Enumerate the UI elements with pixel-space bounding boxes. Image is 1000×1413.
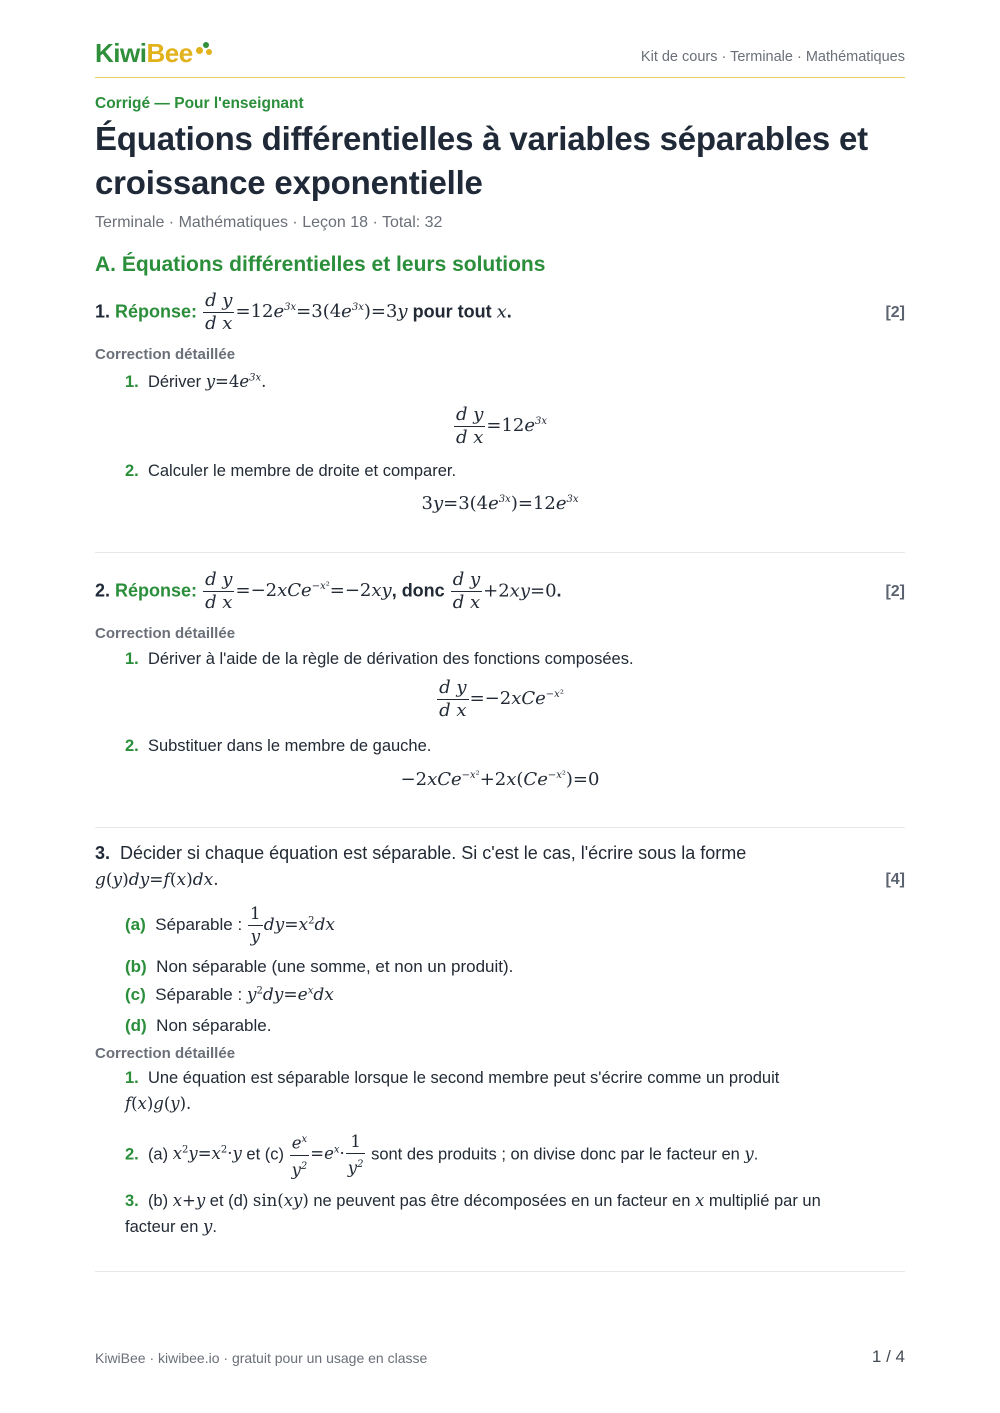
q2-step-1 bbox=[125, 650, 634, 669]
q2-answer-label: Réponse: bbox=[115, 580, 198, 601]
answer-key-label: Corrigé — Pour l'enseignant bbox=[95, 95, 304, 112]
q3-step-2: 2. (a) $x^2y=x^2\cdot y$ et (c) $\frac{e^x}{y^2}$ $=e^x\cdot$ $\frac{1}{y^2}$ sont des produits ; on divise donc par le facteur en y. bbox=[125, 1129, 758, 1181]
step-text: et (d) bbox=[209, 1192, 249, 1210]
step-number: 1. bbox=[125, 373, 139, 391]
step-text: Dériver à l'aide de la règle de dérivation des fonctions composées. bbox=[147, 650, 634, 668]
q2-answer-mid: , donc bbox=[391, 580, 445, 601]
item-text: Non séparable (une somme, et non un produit). bbox=[156, 957, 514, 976]
item-text: Séparable : bbox=[155, 985, 243, 1004]
q2-display-2: $-2xCe^{-x^2}+2x(Ce^{-x^2})=0$ bbox=[400, 769, 600, 790]
step-text: (a) bbox=[147, 1145, 169, 1164]
q3-item-b bbox=[125, 957, 513, 977]
page-number: 1 / 4 bbox=[871, 1347, 905, 1366]
step-text: Dériver bbox=[147, 373, 202, 391]
step-number: 2. bbox=[125, 462, 139, 480]
item-label: (d) bbox=[125, 1016, 147, 1035]
q2-display-1: $\frac{\text{d y}}{\text{d x}}$ =−2xCe$^{-x^2}$ bbox=[439, 677, 564, 721]
q1-correction-label: Correction détaillée bbox=[95, 346, 236, 363]
step-text: sont des produits ; on divise donc par le facteur en bbox=[371, 1145, 740, 1164]
q3-prompt-text: Décider si chaque équation est séparable. Si c'est le cas, l'écrire sous la forme bbox=[120, 843, 747, 863]
q3-prompt bbox=[95, 843, 746, 864]
q3-item-d bbox=[125, 1016, 271, 1036]
q1-answer-suffix: pour tout bbox=[412, 301, 492, 322]
q1-display-2: $3y=3(4e^{3x})=12e^{3x}$ bbox=[421, 493, 579, 514]
q3-number: 3. bbox=[95, 843, 111, 863]
q1-step-2 bbox=[125, 462, 456, 481]
q3-correction-label: Correction détaillée bbox=[95, 1045, 236, 1062]
item-label: (b) bbox=[125, 957, 147, 976]
q2-step-2 bbox=[125, 737, 431, 756]
footer-text: KiwiBee · kiwibee.io · gratuit pour un usage en classe bbox=[95, 1350, 428, 1366]
q2-number: 2. bbox=[95, 580, 111, 601]
page-title: Équations différentielles à variables séparables et croissance exponentielle bbox=[95, 120, 868, 201]
item-label: (a) bbox=[125, 914, 146, 934]
step-text: ne peuvent pas être décomposées en un facteur en bbox=[313, 1192, 691, 1210]
lesson-meta: Terminale · Mathématiques · Leçon 18 · Total: 32 bbox=[95, 214, 443, 231]
item-label: (c) bbox=[125, 985, 146, 1004]
question-2 bbox=[95, 569, 905, 834]
step-text: et (c) bbox=[246, 1145, 284, 1164]
q1-step-1 bbox=[125, 372, 266, 392]
step-number: 1. bbox=[125, 650, 139, 668]
bee-dots-icon bbox=[195, 38, 213, 58]
step-number: 2. bbox=[125, 737, 139, 755]
item-text: Séparable : bbox=[155, 914, 243, 934]
divider bbox=[95, 827, 905, 828]
q1-display-1: $\frac{\text{d y}}{\text{d x}}$ $=12e^{3x}$ bbox=[455, 404, 548, 448]
q3-item-a: (a) Séparable : $\frac{1}{y}$ $dy=x^2dx$ bbox=[125, 904, 335, 947]
logo-text-kiwi: Kiwi bbox=[95, 38, 147, 68]
q3-prompt-form: g(y)dy=f(x)dx. bbox=[95, 870, 219, 890]
q1-answer-line: 1. Réponse: $\frac{\text{d y}}{\text{d x}}$ $=12e^{3x}=3(4e^{3x})=3y$ pour tout x. bbox=[95, 290, 512, 334]
q3-marks: [4] bbox=[885, 871, 905, 888]
q1-answer-math: $=12e^{3x}=3(4e^{3x})=3y$ bbox=[235, 301, 408, 323]
q3-item-c: (c) Séparable : $y^2dy=e^xdx$ bbox=[125, 985, 334, 1005]
question-3 bbox=[95, 843, 905, 1273]
divider bbox=[95, 552, 905, 553]
q2-marks: [2] bbox=[885, 583, 905, 600]
logo-text-bee: Bee bbox=[146, 38, 193, 68]
q2-answer-math: =−2xCe$^{-x^2}$=−2xy bbox=[235, 580, 392, 602]
q1-step1-math: $y=4e^{3x}$. bbox=[205, 372, 267, 391]
q3-step-3: 3. (b) x+y et (d) sin(xy) ne peuvent pas être décomposées en un facteur en x multiplié par un bbox=[125, 1191, 821, 1210]
step-text: multiplié par un bbox=[708, 1192, 821, 1210]
q3-step-3-line2: facteur en y. bbox=[125, 1217, 217, 1236]
q1-answer-label: Réponse: bbox=[115, 301, 198, 322]
q1-number: 1. bbox=[95, 301, 111, 322]
step-number: 3. bbox=[125, 1192, 139, 1210]
item-text: Non séparable. bbox=[156, 1016, 272, 1035]
kiwibee-logo bbox=[95, 38, 213, 69]
q1-var-x: x bbox=[496, 301, 507, 323]
breadcrumb: Kit de cours · Terminale · Mathématiques bbox=[640, 49, 905, 65]
divider bbox=[95, 1271, 905, 1272]
step-text: Substituer dans le membre de gauche. bbox=[147, 737, 432, 755]
step-text: (b) bbox=[147, 1192, 169, 1210]
q2-answer-line: 2. Réponse: $\frac{\text{d y}}{\text{d x}}$ =−2xCe$^{-x^2}$=−2xy, donc $\frac{\text{d y}}{\text{d x}}$ +2xy=0. bbox=[95, 569, 562, 613]
step-text: facteur en bbox=[125, 1218, 199, 1236]
page-header bbox=[95, 38, 905, 78]
step-number: 2. bbox=[125, 1145, 139, 1164]
section-heading-a: A. Équations différentielles et leurs solutions bbox=[95, 253, 546, 276]
q3-step-1 bbox=[125, 1069, 779, 1088]
q2-correction-label: Correction détaillée bbox=[95, 625, 236, 642]
q3-step-1-math: f(x)g(y). bbox=[125, 1094, 192, 1113]
step-text: Une équation est séparable lorsque le second membre peut s'écrire comme un produit bbox=[147, 1069, 780, 1087]
step-number: 1. bbox=[125, 1069, 139, 1087]
question-1 bbox=[95, 290, 905, 560]
q1-derivative-fraction: $\frac{\text{d y}}{\text{d x}}$ bbox=[205, 290, 233, 334]
q1-marks: [2] bbox=[885, 304, 905, 321]
step-text: Calculer le membre de droite et comparer. bbox=[147, 462, 457, 480]
